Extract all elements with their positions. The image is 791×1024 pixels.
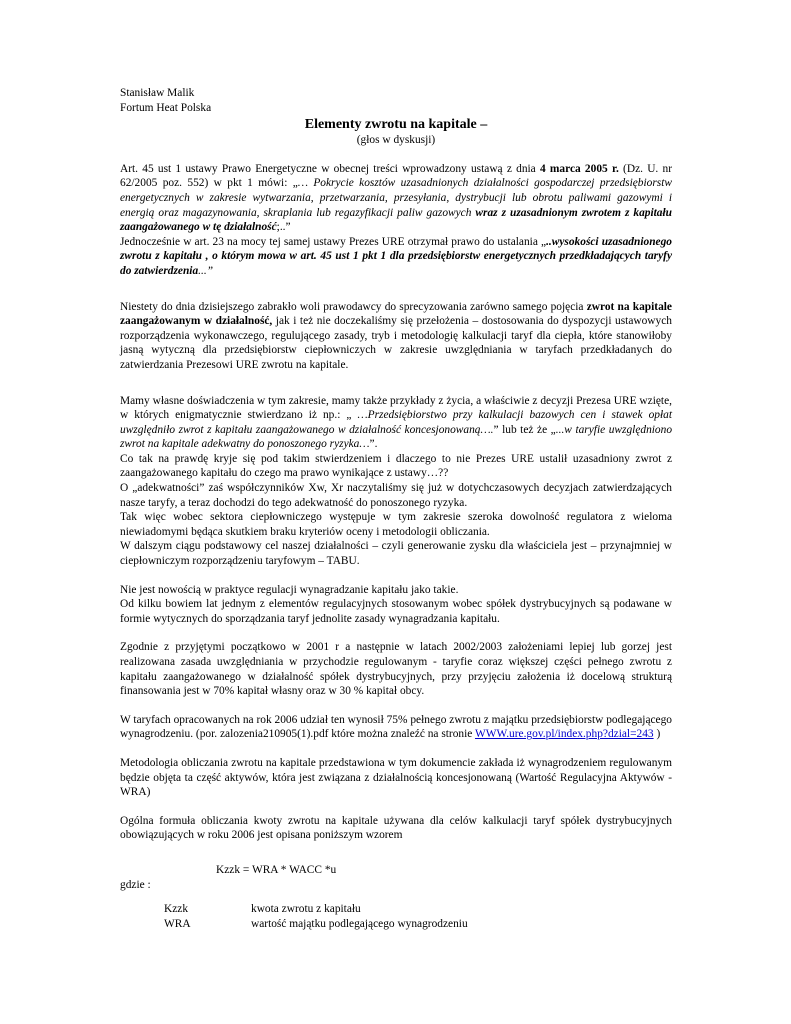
paragraph-taryfy-2006: W taryfach opracowanych na rok 2006 udział ten wynosił 75% pełnego zwrotu z majątku przedsiębiorstw podlegającego wynagrodzeniu. (por. zalozenia210905(1).pdf które można znaleźć na stronie WWW.ure.gov.pl/index.php?dzial=243 ): [120, 713, 672, 741]
paragraph-adekwatnosc: O „adekwatności” zaś współczynników Xw, Xr naczytaliśmy się już w dotychczasowych decyzjach zatwierdzających nasze taryfy, a teraz dochodzi do tego adekwatność do ponoszonego ryzyka.: [120, 482, 672, 509]
paragraph-od-kilku: Od kilku bowiem lat jednym z elementów regulacyjnych stosowanym wobec spółek dystrybucyjnych są podawane w formie wytycznych do sporządzania taryf jednolite zasady wynagradzania kapitału.: [120, 598, 672, 625]
definitions-list: [164, 902, 672, 931]
document-subtitle: (głos w dyskusji): [356, 134, 436, 147]
definition-symbol: WRA: [164, 917, 191, 930]
paragraph-metodologia: Metodologia obliczania zwrotu na kapitale przedstawiona w tym dokumencie zakłada iż wynagrodzeniem regulowanym będzie objęta ta część aktywów, która jest związana z działalnością koncesjonowaną (Wartość Regulacyjna Aktywów - WRA): [120, 756, 672, 799]
paragraph-doswiadczenia: Mamy własne doświadczenia w tym zakresie, mamy także przykłady z życia, a właściwie z decyzji Prezesa URE wzięte, w których enigmatycznie stwierdzano iż np.: „ …Przedsiębiorstwo przy kalkulacji bazowych cen i stawek opłat uwzględniło zwrot z kapitału zaangażowanego w działalność koncesjonowaną….” lub też że „...w taryfie uwzględniono zwrot na kapitale adekwatny do ponoszonego ryzyka…”.: [120, 394, 673, 451]
definition-meaning: wartość majątku podlegającego wynagrodzeniu: [251, 917, 468, 930]
definition-symbol: Kzzk: [164, 903, 189, 916]
paragraph-niestety: Niestety do dnia dzisiejszego zabrakło woli prawodawcy do sprecyzowania zarówno samego pojęcia zwrot na kapitale zaangażowanym w działalność, jak i też nie doczekaliśmy się przełożenia – dostosowania do dyspozycji ustawowych rozporządzenia wykonawczego, regulującego zasady, tryb i metodologię kalkulacji taryf dla ciepła, które stanowiłoby jasną wytyczną dla przedsiębiorstw ciepłowniczych w zakresie uwzględniania w taryfach przedkładanych do zatwierdzania Prezesowi URE zwrotu na kapitale.: [120, 300, 672, 371]
paragraph-zgodnie: Zgodnie z przyjętymi początkowo w 2001 r a następnie w latach 2002/2003 założeniami lepiej lub gorzej jest realizowana zasada uwzględniania w przychodzie regulowanym - taryfie coraz większej części pełnego zwrotu z kapitału zaangażowanego w działalność spółek dystrybucyjnych, przy przyjęciu założenia iż docelową strukturą finansowania jest w 70% kapitał własny oraz w 30 % kapitał obcy.: [120, 641, 672, 698]
document-title: Elementy zwrotu na kapitale –: [304, 117, 488, 133]
paragraph-tabu: W dalszym ciągu podstawowy cel naszej działalności – czyli generowanie zysku dla właściciela jest – przynajmniej w ciepłowniczym rozporządzeniu taryfowym – TABU.: [120, 540, 672, 568]
definition-row: [164, 917, 672, 932]
author-name: Stanisław Malik: [120, 87, 195, 99]
paragraph-nowosc: Nie jest nowością w praktyce regulacji wynagradzanie kapitału jako takie.: [120, 583, 459, 596]
ure-link[interactable]: WWW.ure.gov.pl/index.php?dzial=243: [474, 728, 654, 741]
paragraph-dowolnosc: Tak więc wobec sektora ciepłowniczego występuje w tym zakresie szeroka dowolność regulatora z wieloma niewiadomymi będąca skutkiem braku kryteriów oceny i metodologii obliczania.: [120, 511, 672, 538]
paragraph-co-tak: Co tak na prawdę kryje się pod takim stwierdzeniem i dlaczego to nie Prezes URE ustalił uzasadniony zwrot z zaangażowanego kapitału do czego ma prawo wynikające z ustawy…??: [120, 452, 672, 480]
paragraph-formula-intro: Ogólna formuła obliczania kwoty zwrotu na kapitale używana dla celów kalkulacji taryf spółek dystrybucyjnych obowiązujących w roku 2006 jest opisana poniższym wzorem: [120, 814, 672, 842]
formula: Kzzk = WRA * WACC *u: [216, 863, 337, 876]
company-name: Fortum Heat Polska: [120, 101, 212, 114]
document-body: [120, 86, 672, 931]
paragraph-art23: Jednocześnie w art. 23 na mocy tej samej ustawy Prezes URE otrzymał prawo do ustalania „..wysokości uzasadnionego zwrotu z kapitału , o którym mowa w art. 45 ust 1 pkt 1 dla przedsiębiorstw energetycznych przedkładających taryfy do zatwierdzenia...”: [120, 235, 672, 277]
definition-meaning: kwota zwrotu z kapitału: [251, 903, 361, 916]
definition-row: [164, 902, 672, 917]
paragraph-art45: Art. 45 ust 1 ustawy Prawo Energetyczne w obecnej treści wprowadzony ustawą z dnia 4 marca 2005 r. (Dz. U. nr 62/2005 poz. 552) w pkt 1 mówi: „… Pokrycie kosztów uzasadnionych działalności gospodarczej przedsiębiorstw energetycznych w zakresie wytwarzania, przetwarzania, przesyłania, dystrybucji lub obrotu paliwami gazowymi i energią oraz magazynowania, skraplania lub regazyfikacji paliw gazowych wraz z uzasadnionym zwrotem z kapitału zaangażowanego w tę działalność;..”: [120, 162, 673, 234]
where-label: gdzie :: [120, 878, 151, 891]
